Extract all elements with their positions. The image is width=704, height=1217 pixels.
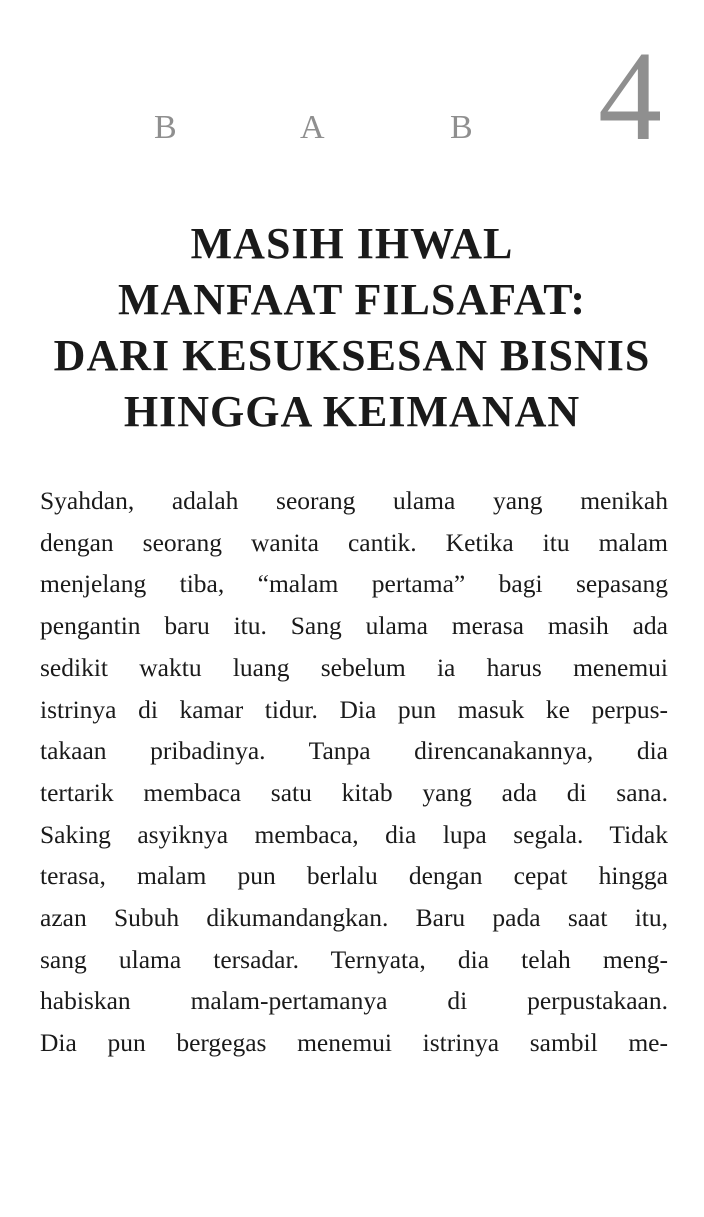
chapter-header — [0, 0, 704, 167]
text-line: dengan seorang wanita cantik. Ketika itu malam — [40, 527, 668, 557]
chapter-title — [30, 216, 674, 440]
chapter-title-line: HINGGA KEIMANAN — [123, 387, 581, 436]
text-line: habiskan malam-pertamanya di perpustakaan. — [40, 986, 668, 1016]
chapter-title-line: DARI KESUKSESAN BISNIS — [53, 331, 651, 380]
text-line: terasa, malam pun berlalu dengan cepat hingga — [40, 861, 668, 891]
chapter-label-letter: B — [450, 109, 473, 146]
text-line: Syahdan, adalah seorang ulama yang menikah — [40, 486, 668, 515]
text-line: azan Subuh dikumandangkan. Baru pada saat itu, — [40, 903, 668, 933]
chapter-number: 4 — [598, 25, 662, 167]
chapter-title-line: MASIH IHWAL — [190, 219, 514, 268]
chapter-label-letter: A — [300, 109, 325, 146]
text-line: sang ulama tersadar. Ternyata, dia telah meng- — [40, 944, 668, 974]
body-paragraph — [40, 480, 668, 1064]
text-line: istrinya di kamar tidur. Dia pun masuk ke perpus- — [40, 694, 668, 724]
chapter-title-line: MANFAAT FILSAFAT: — [118, 275, 586, 324]
text-line: tertarik membaca satu kitab yang ada di sana. — [40, 777, 668, 807]
text-line: takaan pribadinya. Tanpa direncanakannya, dia — [40, 736, 668, 766]
text-line: sedikit waktu luang sebelum ia harus menemui — [40, 652, 668, 682]
chapter-label-letter: B — [154, 109, 177, 146]
text-line: Dia pun bergegas menemui istrinya sambil me- — [40, 1028, 668, 1058]
text-line: menjelang tiba, “malam pertama” bagi sepasang — [40, 569, 668, 599]
text-line: Saking asyiknya membaca, dia lupa segala. Tidak — [40, 819, 668, 849]
text-line: pengantin baru itu. Sang ulama merasa masih ada — [40, 611, 668, 641]
